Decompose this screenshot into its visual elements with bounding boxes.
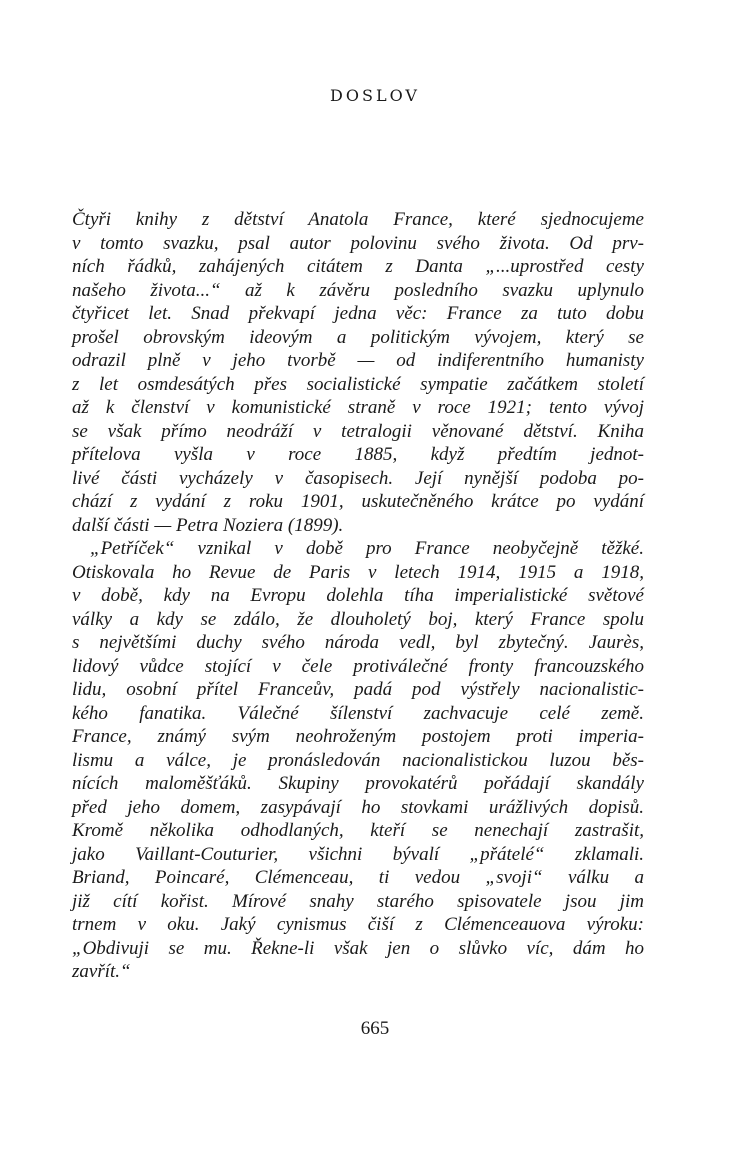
text-line: v době, kdy na Evropu dolehla tíha imperialistické světové xyxy=(72,585,644,606)
text-line: Kromě několika odhodlaných, kteří se nenechají zastrašit, xyxy=(72,820,644,841)
paragraph-end-line: další části — Petra Noziera (1899). xyxy=(72,514,344,536)
paragraph-start-line: „Petříček“ vznikal v době pro France neobyčejně těžké. xyxy=(90,538,644,559)
text-line: jako Vaillant-Couturier, všichni bývalí „přátelé“ zklamali. xyxy=(72,843,644,865)
text-line: z let osmdesátých přes socialistické sympatie začátkem století xyxy=(72,373,644,395)
text-line: Otiskovala ho Revue de Paris v letech 1914, 1915 a 1918, xyxy=(72,561,644,583)
text-line: Čtyři knihy z dětství Anatola France, které sjednocujeme xyxy=(72,209,644,230)
text-line: v tomto svazku, psal autor polovinu svého života. Od prv- xyxy=(72,232,644,254)
text-line: „Obdivuji se mu. Řekne-li však jen o slůvko víc, dám ho xyxy=(72,937,644,959)
text-line: chází z vydání z roku 1901, uskutečněného krátce po vydání xyxy=(72,491,644,512)
text-line: čtyřicet let. Snad překvapí jedna věc: France za tuto dobu xyxy=(72,303,644,324)
text-line: lismu a válce, je pronásledován nacionalistickou luzou běs- xyxy=(72,749,644,771)
text-line: ních řádků, zahájených citátem z Danta „...uprostřed cesty xyxy=(72,256,644,277)
body-text xyxy=(72,208,644,984)
paragraph-end-line: zavřít.“ xyxy=(72,961,131,982)
text-line: trnem v oku. Jaký cynismus čiší z Clémenceauova výroku: xyxy=(72,914,644,935)
text-line: války a kdy se zdálo, že dlouholetý boj, který France spolu xyxy=(72,608,644,630)
text-line: se však přímo neodráží v tetralogii věnované dětství. Kniha xyxy=(72,420,644,442)
text-line: Briand, Poincaré, Clémenceau, ti vedou „svoji“ válku a xyxy=(72,867,644,888)
text-line: s největšími duchy svého národa vedl, byl zbytečný. Jaurès, xyxy=(72,632,644,653)
text-line: livé části vycházely v časopisech. Její nynější podoba po- xyxy=(72,467,644,489)
chapter-title: DOSLOV xyxy=(330,86,420,105)
text-line: před jeho domem, zasypávají ho stovkami urážlivých dopisů. xyxy=(72,796,644,818)
text-line: lidu, osobní přítel Franceův, padá pod výstřely nacionalistic- xyxy=(72,679,644,700)
text-line: až k členství v komunistické straně v roce 1921; tento vývoj xyxy=(72,397,644,418)
text-line: lidový vůdce stojící v čele protiválečné fronty francouzského xyxy=(72,655,644,677)
text-line: přítelova vyšla v roce 1885, když předtím jednot- xyxy=(72,444,644,465)
text-line: kého fanatika. Válečné šílenství zachvacuje celé země. xyxy=(72,702,644,724)
text-line: France, známý svým neohroženým postojem proti imperia- xyxy=(72,726,644,747)
text-line: již cítí kořist. Mírové snahy starého spisovatele jsou jim xyxy=(72,890,644,912)
text-line: prošel obrovským ideovým a politickým vývojem, který se xyxy=(72,326,644,348)
text-line: našeho života...“ až k závěru posledního svazku uplynulo xyxy=(72,279,644,301)
text-line: odrazil plně v jeho tvorbě — od indiferentního humanisty xyxy=(72,350,644,371)
page-number: 665 xyxy=(360,1018,390,1039)
text-line: nících maloměšťáků. Skupiny provokatérů pořádají skandály xyxy=(72,773,644,794)
